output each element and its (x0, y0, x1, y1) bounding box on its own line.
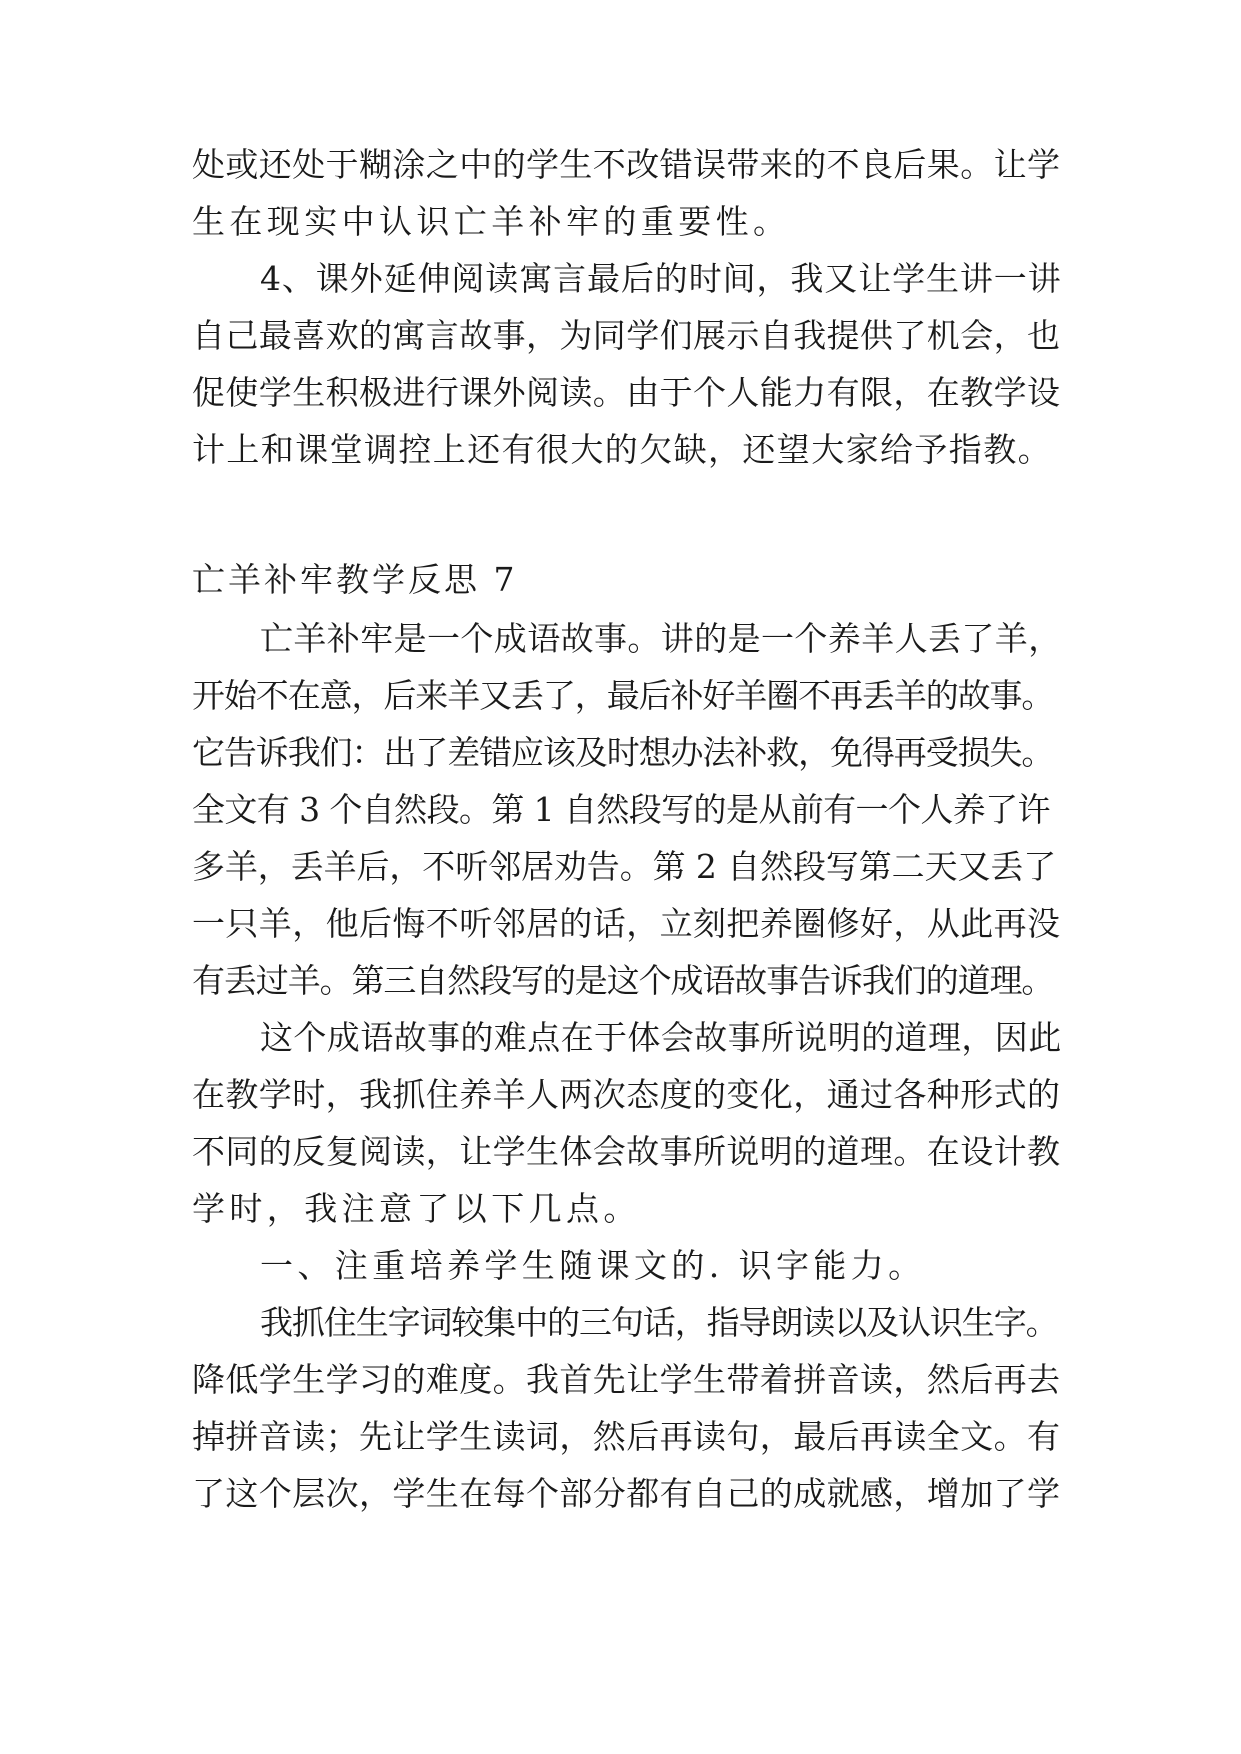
paragraph-start-line: 4、课外延伸阅读寓言最后的时间，我又让学生讲一讲 (260, 259, 1062, 298)
text-line: 了这个层次，学生在每个部分都有自己的成就感，增加了学 (192, 1474, 1061, 1513)
text-line: 一只羊，他后悔不听邻居的话，立刻把养圈修好，从此再没 (192, 904, 1061, 943)
text-line: 计上和课堂调控上还有很大的欠缺，还望大家给予指教。 (192, 430, 1052, 469)
text-line: 不同的反复阅读，让学生体会故事所说明的道理。在设计教 (192, 1132, 1061, 1171)
paragraph-start-line: 我抓住生字词较集中的三句话，指导朗读以及认识生字。 (260, 1303, 1058, 1342)
text-line: 生在现实中认识亡羊补牢的重要性。 (192, 202, 791, 241)
paragraph-start-line: 这个成语故事的难点在于体会故事所说明的道理，因此 (260, 1018, 1062, 1057)
text-line: 开始不在意，后来羊又丢了，最后补好羊圈不再丢羊的故事。 (192, 676, 1054, 715)
text-line: 有丢过羊。第三自然段写的是这个成语故事告诉我们的道理。 (192, 961, 1054, 1000)
text-line: 全文有 3 个自然段。第 1 自然段写的是从前有一个人养了许 (192, 790, 1050, 829)
text-line: 多羊，丢羊后，不听邻居劝告。第 2 自然段写第二天又丢了 (192, 847, 1057, 886)
section-heading: 亡羊补牢教学反思 7 (192, 560, 518, 599)
text-line: 掉拼音读；先让学生读词，然后再读句，最后再读全文。有 (192, 1417, 1061, 1456)
subheading-line: 一、注重培养学生随课文的. 识字能力。 (260, 1246, 926, 1285)
text-line: 在教学时，我抓住养羊人两次态度的变化，通过各种形式的 (192, 1075, 1061, 1114)
text-line: 自己最喜欢的寓言故事，为同学们展示自我提供了机会，也 (192, 316, 1061, 355)
text-line: 它告诉我们：出了差错应该及时想办法补救，免得再受损失。 (192, 733, 1054, 772)
text-line: 促使学生积极进行课外阅读。由于个人能力有限，在教学设 (192, 373, 1061, 412)
document-page (192, 0, 1062, 1754)
text-line: 降低学生学习的难度。我首先让学生带着拼音读，然后再去 (192, 1360, 1061, 1399)
text-line: 处或还处于糊涂之中的学生不改错误带来的不良后果。让学 (192, 145, 1061, 184)
text-line: 学时，我注意了以下几点。 (192, 1189, 641, 1228)
paragraph-start-line: 亡羊补牢是一个成语故事。讲的是一个养羊人丢了羊， (260, 619, 1062, 658)
